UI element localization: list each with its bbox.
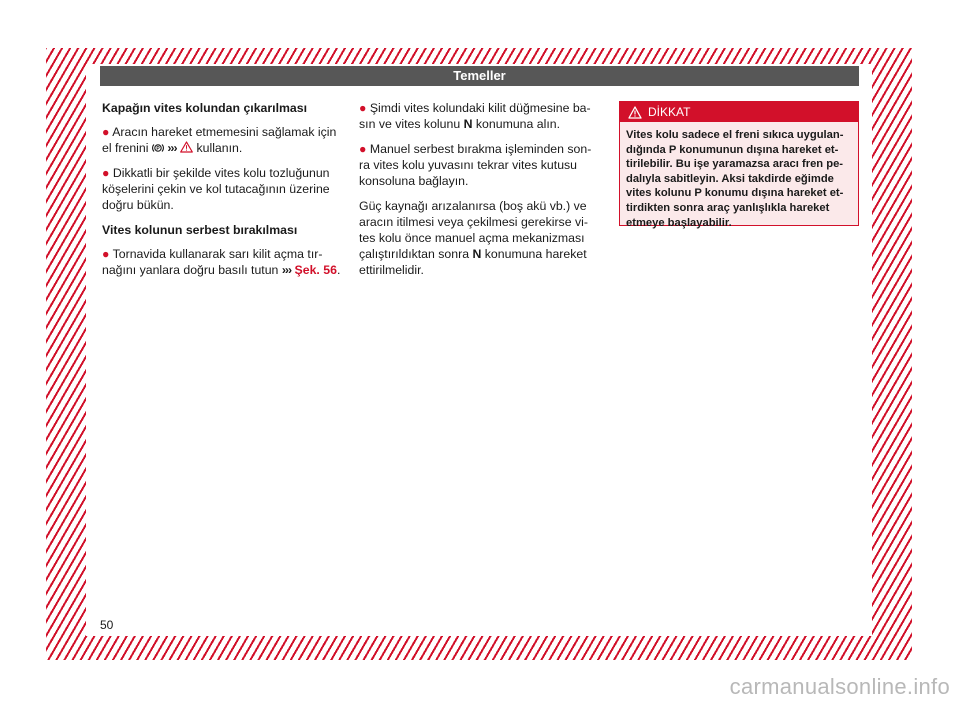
paragraph-text-end: konumuna hareket ettirilmelidir.	[359, 247, 587, 277]
item-text: Tornavida kullanarak sarı kilit açma tır-nağını yanlara doğru basılı tutun	[102, 247, 323, 277]
item-text-end: .	[336, 263, 341, 277]
svg-text:P: P	[156, 146, 160, 152]
list-item	[102, 124, 342, 156]
item-text-end: kullanın.	[196, 141, 243, 155]
item-text: Manuel serbest bırakma işleminden son-ra vites kolu yuvasını tekrar vites kutusu konsoluna bağlayın.	[359, 142, 592, 188]
bullet: ●	[359, 101, 367, 115]
gear-position-n: N	[463, 117, 473, 131]
item-text: Aracın hareket etmemesini sağlamak için el frenini	[102, 125, 337, 155]
item-text: Dikkatli bir şekilde vites kolu tozluğunun köşelerini çekin ve kol tutacağının üzerine doğru bükün.	[102, 166, 330, 212]
watermark: carmanualsonline.info	[729, 674, 950, 699]
heading-cover-removal: Kapağın vites kolundan çıkarılması	[102, 101, 308, 115]
middle-column	[359, 100, 599, 287]
warning-header	[620, 102, 858, 122]
list-item	[102, 246, 342, 278]
list-item	[359, 141, 599, 189]
paragraph	[359, 198, 599, 278]
item-text-end: konumuna alın.	[475, 117, 560, 131]
reference-arrows: ›››	[281, 263, 292, 277]
parking-brake-icon	[152, 143, 164, 153]
bullet: ●	[102, 125, 110, 139]
warning-title: DİKKAT	[648, 105, 691, 119]
section-title: Temeller	[100, 66, 859, 86]
left-column	[102, 100, 342, 287]
bullet: ●	[359, 142, 367, 156]
warning-triangle-icon[interactable]	[180, 141, 193, 153]
figure-reference-link[interactable]: Şek. 56	[294, 263, 337, 277]
warning-text: Vites kolu sadece el freni sıkıca uygulan-dığında P konumunun dışına hareket et-tirilebilir. Bu işe yaramazsa aracı fren pe-dalıyla sabitleyin. Aksi takdirde eğimde vites kolunu P konumu dışına hareket et-tirdikten sonra araç yanlışlıkla hareket etmeye başlayabilir.	[626, 129, 844, 229]
heading-lever-release: Vites kolunun serbest bırakılması	[102, 223, 298, 237]
gear-position-n: N	[472, 247, 482, 261]
list-item	[359, 100, 599, 132]
item-text: Şimdi vites kolundaki kilit düğmesine ba-sın ve vites kolunu	[359, 101, 591, 131]
bullet: ●	[102, 247, 110, 261]
warning-box	[619, 101, 859, 229]
bullet: ●	[102, 166, 110, 180]
reference-arrows: ›››	[167, 141, 177, 155]
list-item	[102, 165, 342, 213]
page-number: 50	[100, 618, 114, 632]
paragraph-text: Güç kaynağı arızalanırsa (boş akü vb.) ve aracın itilmesi veya çekilmesi gerekirse vi-tes kolu önce manuel açma mekanizması çalıştırıldıktan sonra	[359, 199, 588, 261]
warning-triangle-icon	[628, 106, 642, 119]
